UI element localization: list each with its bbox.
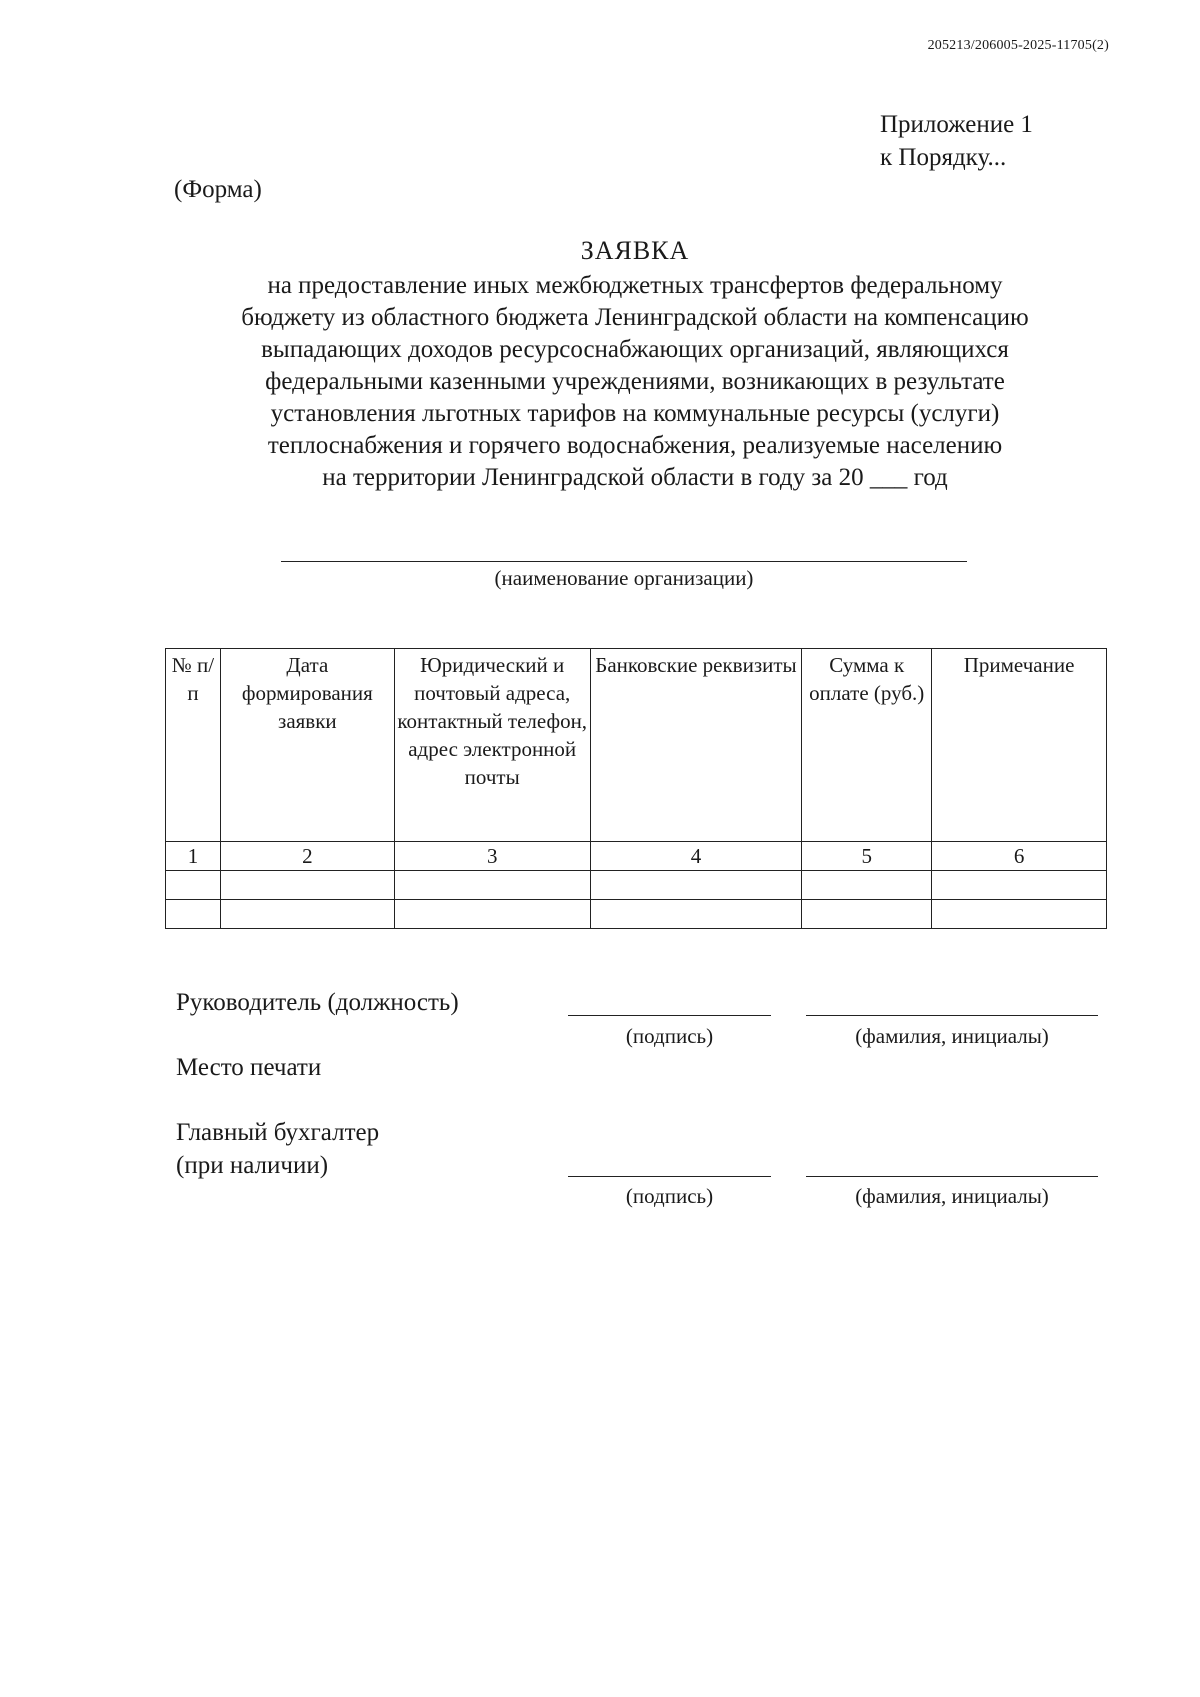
accountant-name-caption: (фамилия, инициалы) [855, 1184, 1049, 1208]
subtitle-line: на предоставление иных межбюджетных трансфертов федеральному [267, 272, 1003, 299]
table-cell[interactable] [802, 871, 932, 900]
header-number: № п/п [166, 649, 221, 842]
table-cell[interactable] [802, 900, 932, 929]
application-table [165, 648, 1107, 929]
table-column-numbers-row [166, 842, 1107, 871]
table-cell[interactable] [932, 871, 1107, 900]
column-number: 2 [220, 842, 394, 871]
column-number: 6 [932, 842, 1107, 871]
table-header-row [166, 649, 1107, 842]
table-cell[interactable] [590, 871, 802, 900]
document-subtitle [0, 270, 1200, 494]
table-cell[interactable] [932, 900, 1107, 929]
column-number: 4 [590, 842, 802, 871]
head-signature-caption: (подпись) [625, 1024, 714, 1048]
appendix-reference [880, 108, 1033, 174]
organization-name-caption: (наименование организации) [494, 566, 754, 590]
head-signature-line[interactable] [568, 1015, 771, 1016]
subtitle-line: установления льготных тарифов на коммунальные ресурсы (услуги) [270, 400, 1000, 427]
stamp-label: Место печати [176, 1054, 322, 1081]
accountant-signature-line[interactable] [568, 1176, 771, 1177]
head-position-label: Руководитель (должность) [176, 989, 459, 1016]
table-cell[interactable] [220, 871, 394, 900]
header-bank-details: Банковские реквизиты [590, 649, 802, 842]
subtitle-line: на территории Ленинградской области в году за 20 ___ год [322, 464, 948, 491]
table-cell[interactable] [220, 900, 394, 929]
document-registration-number: 205213/206005-2025-11705(2) [927, 38, 1109, 53]
table-cell[interactable] [394, 871, 590, 900]
subtitle-line: выпадающих доходов ресурсоснабжающих организаций, являющихся [261, 336, 1009, 363]
appendix-line-2: к Порядку... [880, 144, 1007, 171]
table-row [166, 900, 1107, 929]
head-name-line[interactable] [806, 1015, 1098, 1016]
subtitle-line: федеральными казенными учреждениями, возникающих в результате [265, 368, 1005, 395]
header-date: Дата формирования заявки [220, 649, 394, 842]
accountant-name-line[interactable] [806, 1176, 1098, 1177]
header-note: Примечание [932, 649, 1107, 842]
header-amount: Сумма к оплате (руб.) [802, 649, 932, 842]
subtitle-line: бюджету из областного бюджета Ленинградской области на компенсацию [241, 304, 1029, 331]
column-number: 5 [802, 842, 932, 871]
document-title: ЗАЯВКА [580, 236, 690, 265]
accountant-signature-caption: (подпись) [625, 1184, 714, 1208]
form-label: (Форма) [174, 176, 262, 203]
table-cell[interactable] [166, 900, 221, 929]
header-address: Юридический и почтовый адреса, контактный телефон, адрес электронной почты [394, 649, 590, 842]
organization-name-line [281, 561, 967, 562]
subtitle-line: теплоснабжения и горячего водоснабжения, реализуемые населению [267, 432, 1003, 459]
appendix-line-1: Приложение 1 [880, 111, 1033, 138]
accountant-label: Главный бухгалтер [176, 1119, 380, 1146]
table-cell[interactable] [166, 871, 221, 900]
table-cell[interactable] [394, 900, 590, 929]
column-number: 3 [394, 842, 590, 871]
table-cell[interactable] [590, 900, 802, 929]
head-name-caption: (фамилия, инициалы) [855, 1024, 1049, 1048]
table-row [166, 871, 1107, 900]
accountant-optional-label: (при наличии) [176, 1152, 329, 1179]
column-number: 1 [166, 842, 221, 871]
